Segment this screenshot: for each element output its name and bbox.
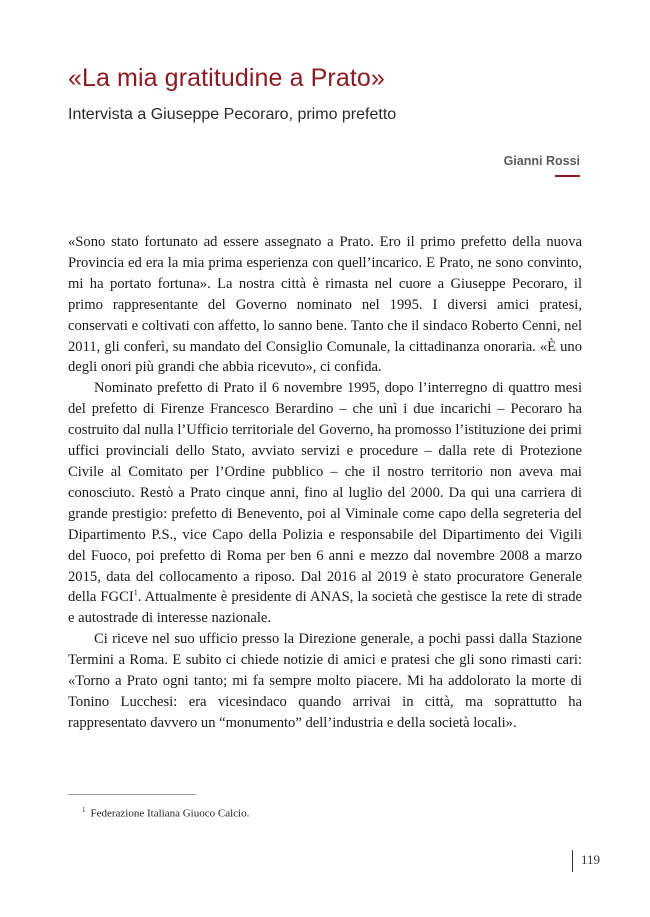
paragraph-2 [68, 378, 582, 629]
article-title: «La mia gratitudine a Prato» [68, 64, 385, 92]
article-body [68, 232, 582, 734]
footnote-reference[interactable]: 1 [133, 588, 138, 598]
paragraph-2-text-b: . Attualmente è presidente di ANAS, la società che gestisce la rete di strade e autostrade di interesse nazionale. [68, 589, 582, 627]
footnote [82, 806, 249, 820]
footnote-divider [68, 794, 196, 795]
paragraph-1: «Sono stato fortunato ad essere assegnato a Prato. Ero il primo prefetto della nuova Provincia ed era la mia prima esperienza con quell’incarico. E Prato, ne sono convinto, mi ha portato fortuna». La nostra città è rimasta nel cuore a Giuseppe Pecoraro, il primo rappresentante del Governo nominato nel 1995. I diversi amici pratesi, conservati e coltivati con affetto, lo sanno bene. Tanto che il sindaco Roberto Cenni, nel 2011, gli conferì, su mandato del Consiglio Comunale, la cittadinanza onoraria. «È uno degli onori più grandi che abbia ricevuto», ci confida. [68, 234, 582, 376]
paragraph-3: Ci riceve nel suo ufficio presso la Direzione generale, a pochi passi dalla Stazione Termini a Roma. E subito ci chiede notizie di amici e pratesi che gli sono rimasti cari: «Torno a Prato ogni tanto; mi fa sempre molto piacere. Mi ha addolorato la morte di Tonino Lucchesi: era vicesindaco quando arrivai in città, ma soprattutto ha rappresentato davvero un “monumento” dell’industria e della società locali». [68, 631, 582, 731]
author-name: Gianni Rossi [503, 154, 580, 168]
page-number: 119 [581, 852, 601, 867]
paragraph-2-text-a: Nominato prefetto di Prato il 6 novembre 1995, dopo l’interregno di quattro mesi del prefetto di Firenze Francesco Berardino – che unì i due incarichi – Pecoraro ha costruito dal nulla l’Ufficio territoriale del Governo, ha promosso l’istituzione dei primi uffici provinciali dello Stato, avviato servizi e procedure – dalla rete di Protezione Civile al Comitato per l’Ordine pubblico – che il nostro territorio non aveva mai conosciuto. Restò a Prato cinque anni, fino al luglio del 2000. Da qui una carriera di grande prestigio: prefetto di Benevento, poi al Viminale come capo della segreteria del Dipartimento P.S., vice Capo della Polizia e responsabile del Dipartimento dei Vigili del Fuoco, poi prefetto di Roma per ben 6 anni e mezzo dal novembre 2008 a marzo 2015, data del collocamento a riposo. Dal 2016 al 2019 è stato procuratore Generale della FGCI [68, 380, 582, 606]
footnote-marker: 1 [82, 806, 86, 814]
author-underline [555, 175, 580, 177]
page-number-divider [572, 850, 573, 872]
footnote-text: Federazione Italiana Giuoco Calcio. [90, 807, 250, 820]
article-subtitle: Intervista a Giuseppe Pecoraro, primo prefetto [68, 106, 397, 123]
